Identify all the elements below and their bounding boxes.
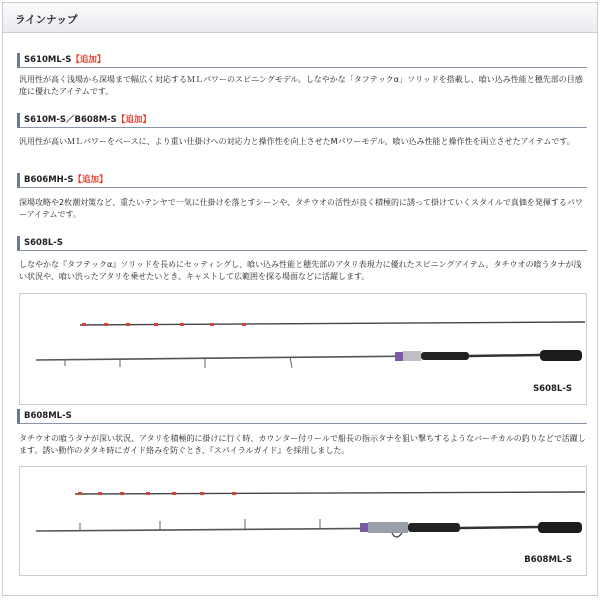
rear-grip [421, 352, 469, 360]
section-description: 深場攻略や2枚潮対策など、重たいテンヤで一気に仕掛けを落とすシーンや、タチウオの活性が良く積極的に誘って掛けていくスタイルで真価を発揮するパワーアイテムです。 [19, 198, 583, 219]
trigger [392, 533, 402, 537]
added-tag: 【追加】 [73, 175, 108, 185]
butt-grip [538, 522, 582, 533]
reel-seat [360, 523, 368, 532]
section-description: 汎用性が高いＭＬパワーをベースに、より重い仕掛けへの対応力と操作性を向上させたMパワーモデル。喰い込み性能と操作性を両立させたアイテムです。 [19, 137, 575, 146]
trigger-seat [368, 522, 408, 533]
reel-seat-body [403, 351, 421, 361]
rod-butt-section [36, 356, 420, 360]
rod-image-label: B608ML-S [524, 555, 572, 565]
section-description: タチウオの喰うタナが深い状況、アタリを積極的に掛けに行く時、カウンター付リールで船長の指示タナを狙い撃ちするようなバーチカルの釣りなどで活躍します。誘い動作のタタキ時にガイド絡みを防ぐとき、『スパイラルガイド』を採用しました。 [19, 434, 586, 455]
lineup-panel [2, 2, 598, 596]
butt-grip [540, 350, 582, 361]
reel-seat [395, 352, 403, 361]
section-heading-s610m [17, 113, 587, 128]
handle-shaft [469, 355, 540, 356]
rod-image-s608l [19, 293, 587, 405]
rod-image-b608ml [19, 466, 587, 576]
panel-title: ラインナップ [15, 14, 78, 26]
section-heading-s608l [17, 236, 587, 251]
section-description: 汎用性が高く浅場から深場まで幅広く対応するＭＬパワーのスピニングモデル。しなやかな「タフテックα」ソリッドを搭載し、喰い込み性能と穂先部の目感度に優れたアイテムです。 [19, 75, 583, 96]
model-name: B606MH-S [24, 175, 74, 185]
rod-tip-section [75, 492, 585, 494]
section-heading-b606mh [17, 173, 587, 188]
rod-image-label: S608L-S [533, 384, 572, 394]
model-name: S608L-S [24, 238, 63, 248]
model-name: S610M-S／B608M-S [24, 115, 117, 125]
model-name: B608ML-S [24, 411, 72, 421]
section-heading-b608ml [17, 409, 587, 424]
added-tag: 【追加】 [71, 55, 106, 65]
added-tag: 【追加】 [116, 115, 151, 125]
panel-header [3, 3, 597, 33]
section-description: しなやかな『タフテックα』ソリッドを長めにセッティングし、喰い込み性能と穂先部のアタリ表現力に優れたスピニングアイテム。タチウオの喰うタナが浅い状況や、喰い渋ったアタリを乗せたいとき、キャストして広範囲を探る場面などに活躍します。 [19, 260, 582, 281]
spinning-rod-illustration [20, 294, 587, 405]
rear-grip [408, 523, 460, 532]
baitcasting-rod-illustration [20, 467, 587, 576]
section-heading-s610ml [17, 53, 587, 68]
model-name: S610ML-S [24, 55, 72, 65]
handle-shaft [460, 527, 538, 528]
